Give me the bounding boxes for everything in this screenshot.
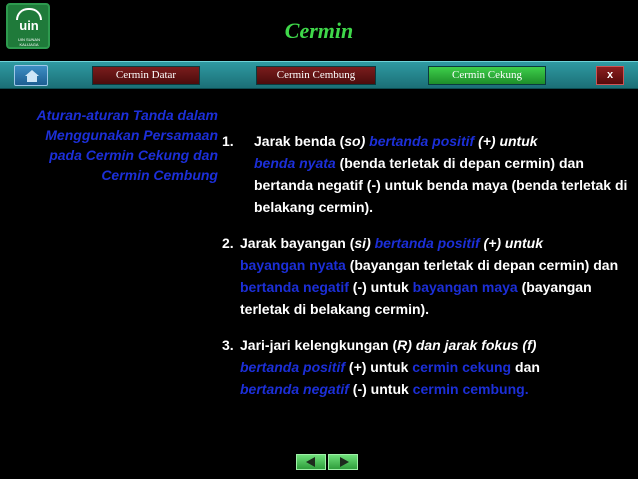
text-run: (+) untuk [483, 235, 544, 251]
text-run: bertanda negatif [240, 381, 349, 397]
list-item [222, 232, 632, 320]
text-run: cermin cembung. [412, 381, 529, 397]
text-run: R) dan jarak fokus (f) [397, 337, 537, 353]
arrow-right-icon [340, 457, 349, 467]
text-run: bayangan nyata [240, 257, 346, 273]
next-button[interactable] [328, 454, 358, 470]
text-run: (-) untuk [348, 381, 413, 397]
tab-cermin-cembung[interactable]: Cermin Cembung [256, 66, 376, 85]
text-run: benda nyata [254, 155, 336, 171]
item-text [240, 334, 632, 400]
tab-cermin-datar[interactable]: Cermin Datar [92, 66, 200, 85]
list-item [222, 334, 632, 400]
text-run: bertanda negatif [240, 279, 349, 295]
item-number: 2. [222, 235, 234, 251]
text-run: Jarak bayangan ( [240, 235, 355, 251]
side-heading-line: Cermin Cembung [101, 167, 218, 183]
text-run: Jarak benda ( [254, 133, 345, 149]
item-number: 1. [222, 133, 234, 149]
tab-cermin-cekung[interactable]: Cermin Cekung [428, 66, 546, 85]
page-title: Cermin [284, 18, 354, 43]
rules-list [222, 130, 632, 400]
text-run: (+) untuk [345, 359, 413, 375]
side-heading [4, 105, 218, 185]
text-run: bertanda positif [240, 359, 346, 375]
text-run: (bayangan terletak di depan cermin) dan [345, 257, 619, 273]
side-heading-line: Menggunakan Persamaan [45, 127, 218, 143]
header [0, 0, 638, 60]
item-text [240, 232, 632, 320]
text-run: bertanda positif [365, 133, 479, 149]
logo-caption: UIN SUNAN KALIJAGA [17, 37, 40, 47]
logo-mark: uin [19, 18, 39, 33]
text-run: so) [344, 133, 366, 149]
text-run: cermin cekung [412, 359, 512, 375]
text-run: si) [354, 235, 371, 251]
home-icon-body [27, 76, 37, 82]
item-text [254, 130, 632, 218]
text-run: (-) untuk [348, 279, 413, 295]
home-button[interactable] [14, 65, 48, 86]
arrow-left-icon [306, 457, 315, 467]
text-run: (bayangan terletak di belakang cermin). [240, 279, 592, 317]
text-run: bertanda positif [370, 235, 484, 251]
slide-navigation [296, 454, 358, 470]
navbar [0, 61, 638, 89]
text-run: bayangan maya [412, 279, 518, 295]
text-run: (benda terletak di depan cermin) dan bertanda negatif (-) untuk benda maya (benda terletak di belakang cermin). [254, 155, 628, 215]
list-item [222, 130, 632, 218]
side-heading-line: Aturan-aturan Tanda dalam [36, 107, 218, 123]
item-number: 3. [222, 337, 234, 353]
previous-button[interactable] [296, 454, 326, 470]
text-run: Jari-jari kelengkungan ( [240, 337, 398, 353]
text-run: (+) untuk [478, 133, 538, 149]
text-run: dan [511, 359, 540, 375]
close-button[interactable]: x [596, 66, 624, 85]
side-heading-line: pada Cermin Cekung dan [49, 147, 218, 163]
